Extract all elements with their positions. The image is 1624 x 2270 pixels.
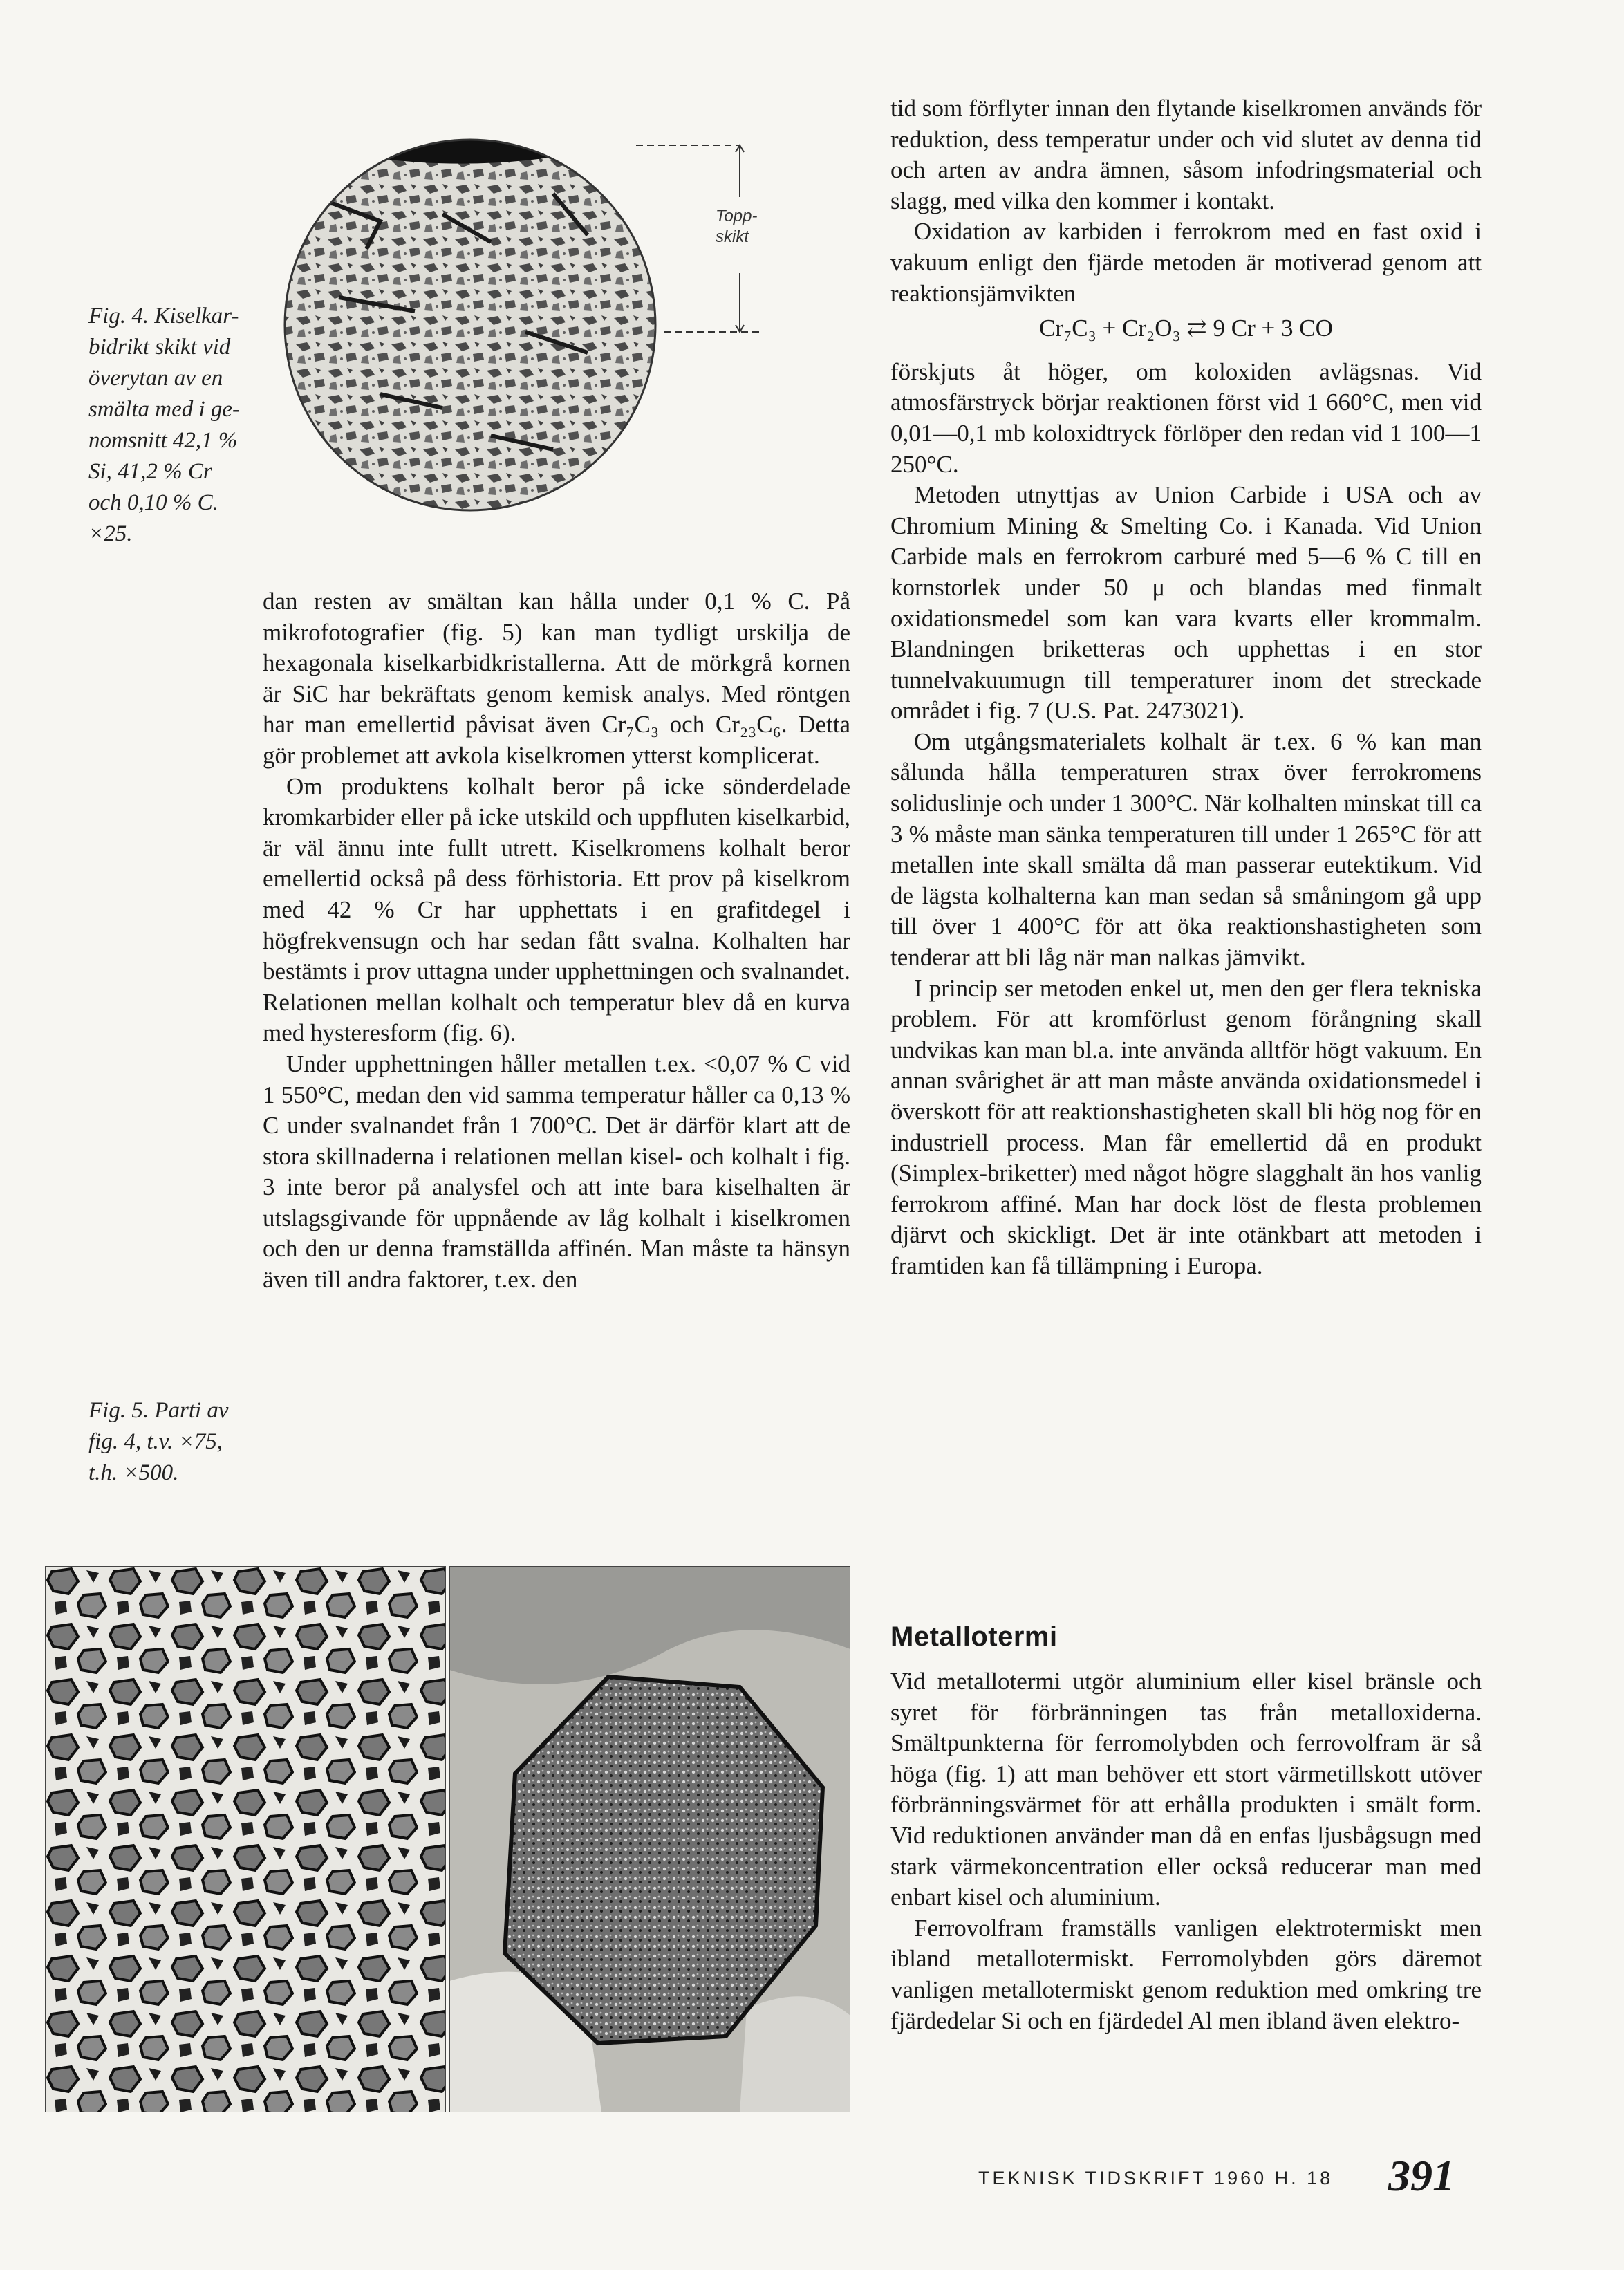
caption-line: Fig. 5. Parti av xyxy=(88,1398,229,1423)
caption-line: t.h. ×500. xyxy=(88,1460,179,1485)
paragraph: Oxidation av karbiden i ferrokrom med en fast oxid i vakuum enligt den fjärde metoden är motiverad genom att reaktionsjämvikten xyxy=(890,218,1482,307)
section-heading: Metallotermi xyxy=(890,1621,1058,1652)
fig4-label xyxy=(716,206,771,248)
caption-line: ×25. xyxy=(88,521,133,546)
fig5-caption xyxy=(88,1395,248,1489)
paragraph: Om produktens kolhalt beror på icke sönderdelade kromkarbider eller på icke utskild och uppfluten kiselkarbid, är väl ännu inte fullt utrett. Kiselkromens kolhalt beror emellertid också på dess förhistoria. Ett prov på kiselkrom med 42 % Cr har upphettats i en grafitdegel i högfrekvensugn och har sedan fått svalna. Kolhalten har bestämts i prov uttagna under upphettningen och svalnandet. Relationen mellan kolhalt och temperatur blev då en kurva med hysteresform (fig. 6). xyxy=(263,772,850,1047)
caption-line: nomsnitt 42,1 % xyxy=(88,428,238,453)
caption-line: Fig. 4. Kiselkar- xyxy=(88,304,239,328)
paragraph: förskjuts åt höger, om koloxiden avlägsnas. Vid atmosfärstryck börjar reaktionen först vid 1 660°C, men vid 0,01—0,1 mb koloxidtryck förlöper den redan vid 1 100—1 250°C. xyxy=(890,357,1482,478)
caption-line: Si, 41,2 % Cr xyxy=(88,459,212,484)
caption-line: överytan av en xyxy=(88,366,223,391)
caption-line: fig. 4, t.v. ×75, xyxy=(88,1429,223,1454)
fig5-micrograph-left xyxy=(45,1566,446,2112)
paragraph: tid som förflyter innan den flytande kiselkromen används för reduktion, dess temperatur under och vid slutet av denna tid och arten av andra ämnen, såsom infodringsmaterial och slagg, med vilka den kommer i kontakt. xyxy=(890,95,1482,214)
paragraph: Vid metallotermi utgör aluminium eller kisel bränsle och syret för förbränningen tas från metalloxiderna. Smältpunkterna för ferromolybden och ferrovolfram är så höga (fig. 1) att man behöver ett stort värmetillskott utöver förbränningsvärmet för att erhålla produkten i smält form. Vid reduktionen använder man då en enfas ljusbågsugn med stark värmekoncentration eller också reducerar man med enbart kisel och aluminium. xyxy=(890,1668,1482,1911)
fig4-micrograph xyxy=(263,104,760,532)
fig4-label-line: skikt xyxy=(716,227,749,246)
caption-line: och 0,10 % C. xyxy=(88,490,218,515)
fig4-caption xyxy=(88,301,248,550)
middle-column xyxy=(263,586,850,1296)
paragraph: Om utgångsmaterialets kolhalt är t.ex. 6 % kan man sålunda hålla temperaturen strax över ferrokromens soliduslinje och under 1 300°C. När kolhalten minskat till ca 3 % måste man sänka temperaturen till under 1 265°C för att metallen inte skall smälta då man passerar eutektikum. Vid de lägsta kolhalterna kan man sedan så småningom gå upp till över 1 400°C för att öka reaktionshastigheten som tenderar att bli låg när man nalkas jämvikt. xyxy=(890,727,1482,971)
paragraph: Under upphettningen håller metallen t.ex. <0,07 % C vid 1 550°C, medan den vid samma temperatur håller ca 0,13 % C under svalnandet från 1 700°C. Det är därför klart att de stora skillnaderna i relationen mellan kisel- och kolhalt i fig. 3 inte beror på analysfel och att inte bara kiselhalten är utslagsgivande för uppnående av låg kolhalt i kiselkromen och den ur denna framställda affinén. Man måste ta hänsyn även till andra faktorer, t.ex. den xyxy=(263,1050,850,1294)
paragraph: Metoden utnyttjas av Union Carbide i USA och av Chromium Mining & Smelting Co. i Kanada. Vid Union Carbide mals en ferrokrom carburé med 5—6 % C till en kornstorlek under 50 μ och blandas med finmalt oxidationsmedel som kan vara kvarts eller krommalm. Blandningen briketteras och upphettas i en stor tunnelvakuumugn till temperaturer inom det streckade området i fig. 7 (U.S. Pat. 2473021). xyxy=(890,481,1482,725)
paragraph: Ferrovolfram framställs vanligen elektrotermiskt men ibland metallotermiskt. Ferromolybden görs däremot vanligen metallotermiskt genom reduktion med omkring tre fjärdedelar Si och en fjärdedel Al men ibland även elektro- xyxy=(890,1914,1482,2034)
page-number: 391 xyxy=(1388,2151,1455,2200)
footer-journal: TEKNISK TIDSKRIFT 1960 H. 18 xyxy=(978,2168,1334,2188)
paragraph: I princip ser metoden enkel ut, men den ger flera tekniska problem. För att kromförlust genom förångning skall undvikas kan man bl.a. inte använda alltför högt vakuum. En annan svårighet är att man måste använda oxidationsmedel i överskott för att reaktionshastigheten skall bli hög nog för en industriell process. Man får emellertid då en produkt (Simplex-briketter) med något högre slagghalt än hos vanlig ferrokrom affiné. Man har dock löst de flesta problemen djärvt och skickligt. Det är inte otänkbart att metoden i framtiden kan få tillämpning i Europa. xyxy=(890,974,1482,1279)
caption-line: bidrikt skikt vid xyxy=(88,335,231,360)
paragraph: dan resten av smältan kan hålla under 0,1 % C. På mikrofotografier (fig. 5) kan man tydligt urskilja de hexagonala kiselkarbidkristallerna. Att de mörkgrå kornen är SiC har bekräftats genom kemisk analys. Med röntgen har man emellertid påvisat även Cr₇C₃ och Cr₂₃C₆. Detta gör problemet att avkola kiselkromen ytterst komplicerat. xyxy=(263,588,850,769)
caption-line: smälta med i ge- xyxy=(88,397,241,422)
fig5-micrograph-right xyxy=(449,1566,850,2112)
reaction-formula: Cr₇C₃ + Cr₂O₃ ⇄ 9 Cr + 3 CO xyxy=(1039,315,1333,342)
right-column xyxy=(890,93,1482,1282)
fig4-label-line: Topp- xyxy=(716,207,758,225)
metallotermi-section xyxy=(890,1666,1482,2036)
